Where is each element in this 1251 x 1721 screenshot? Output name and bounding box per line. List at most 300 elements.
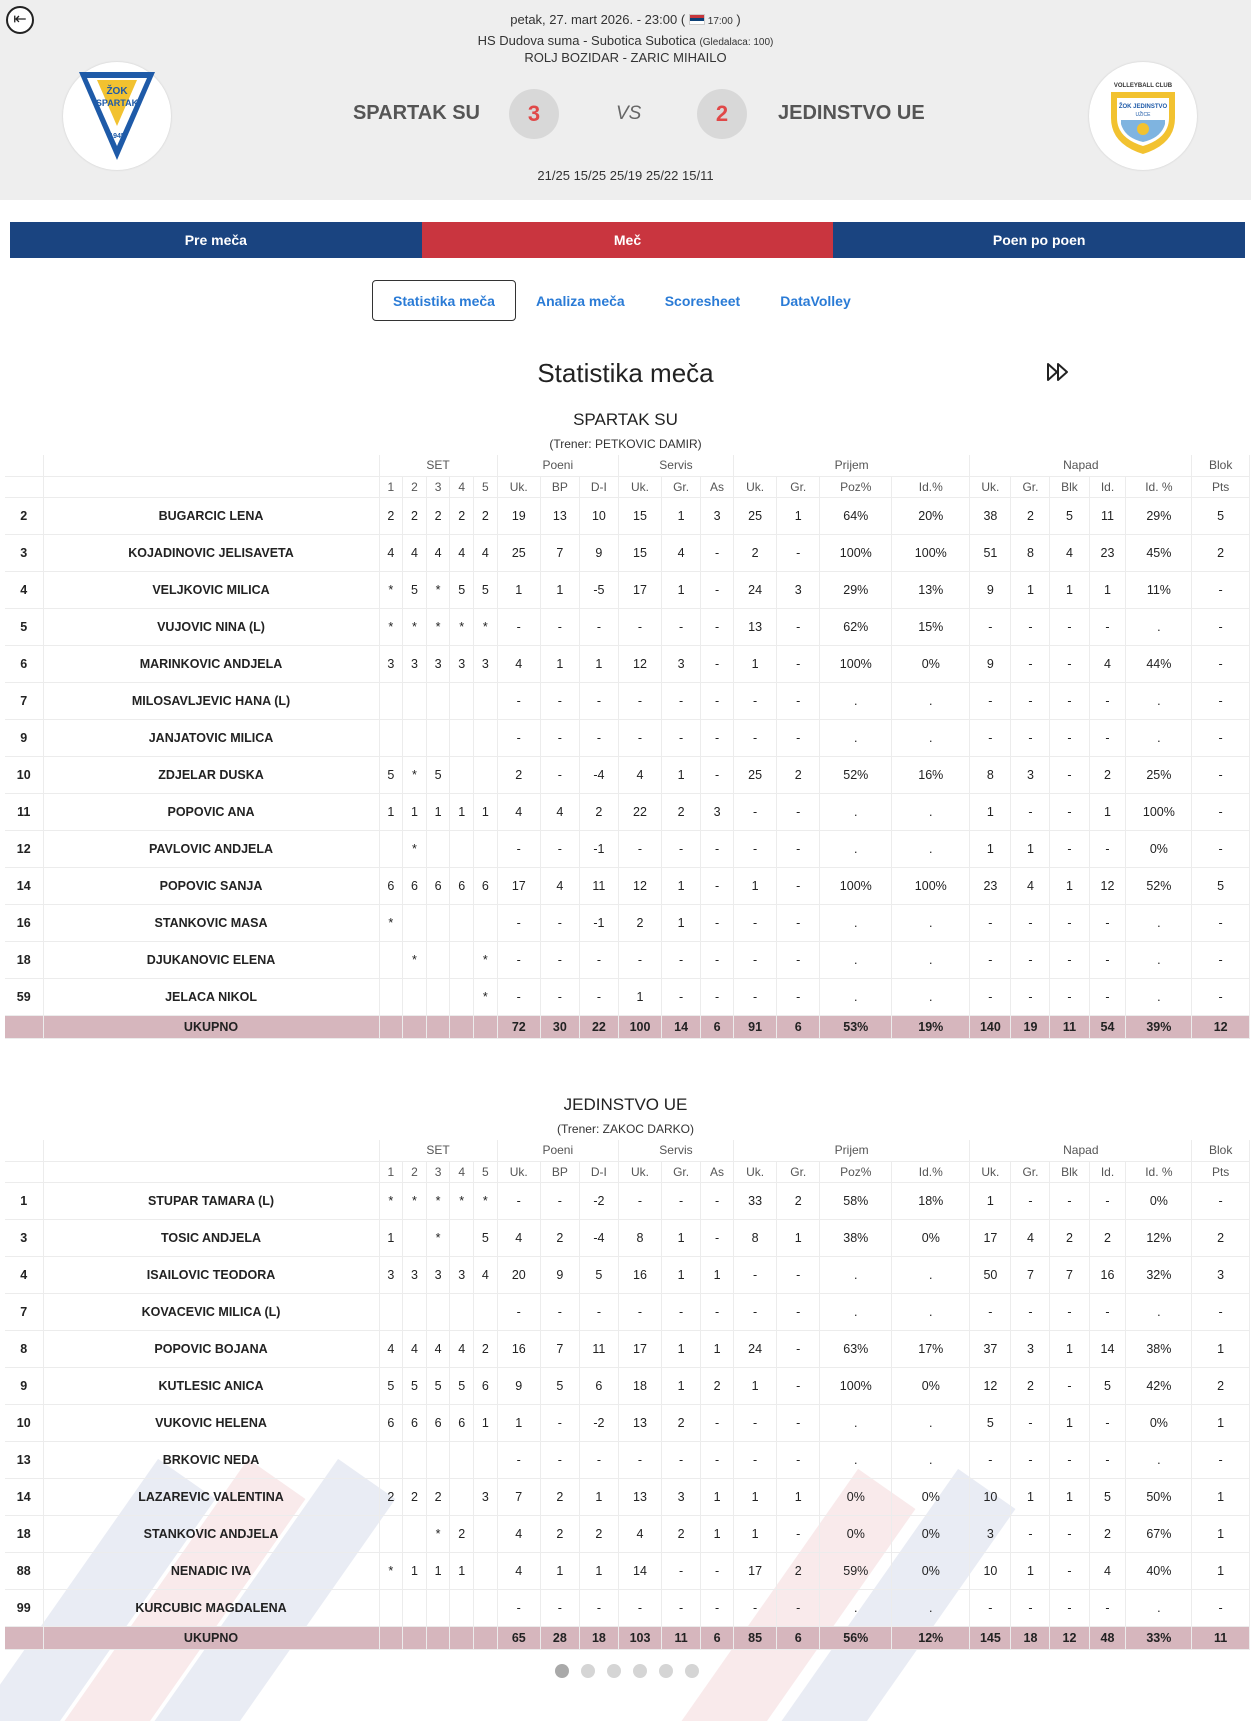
player-name[interactable]: DJUKANOVIC ELENA <box>43 941 379 978</box>
stat-cell: 0% <box>892 1515 970 1552</box>
subtab-datavolley[interactable]: DataVolley <box>780 292 851 309</box>
total-cell: 100 <box>618 1015 661 1038</box>
stat-cell: - <box>1011 941 1050 978</box>
stat-cell: 4 <box>379 1330 403 1367</box>
tab-point-by-point[interactable]: Poen po poen <box>833 222 1245 258</box>
stat-cell: . <box>820 1441 892 1478</box>
header-blank <box>43 1161 379 1182</box>
stat-cell: - <box>777 534 820 571</box>
stat-cell <box>474 756 498 793</box>
header-sub: As <box>701 1161 734 1182</box>
stat-cell: - <box>1011 1515 1050 1552</box>
stat-cell <box>403 1589 427 1626</box>
carousel-dot[interactable] <box>581 1664 595 1678</box>
player-row[interactable] <box>5 1589 1250 1626</box>
player-name[interactable]: STANKOVIC MASA <box>43 904 379 941</box>
total-blank <box>5 1626 43 1649</box>
stat-cell: - <box>734 1441 777 1478</box>
player-name[interactable]: STUPAR TAMARA (L) <box>43 1182 379 1219</box>
header-sub: Uk. <box>618 476 661 497</box>
stat-cell: 2 <box>540 1478 579 1515</box>
stat-cell: 0% <box>892 645 970 682</box>
stat-cell: - <box>579 1589 618 1626</box>
stat-cell: 1 <box>734 1478 777 1515</box>
stat-cell: 2 <box>403 497 427 534</box>
fast-forward-icon[interactable] <box>1046 362 1070 388</box>
header-sub: 1 <box>379 476 403 497</box>
total-cell: 39% <box>1126 1015 1192 1038</box>
header-sub: Pts <box>1192 476 1250 497</box>
player-name[interactable]: JELACA NIKOL <box>43 978 379 1015</box>
stat-cell: -1 <box>579 830 618 867</box>
player-row[interactable] <box>5 978 1250 1015</box>
stat-cell: 8 <box>734 1219 777 1256</box>
player-name[interactable]: BRKOVIC NEDA <box>43 1441 379 1478</box>
stat-cell: 5 <box>1089 1478 1126 1515</box>
player-name[interactable]: NENADIC IVA <box>43 1552 379 1589</box>
stat-cell: 3 <box>403 645 427 682</box>
player-number: 14 <box>5 1478 43 1515</box>
carousel-dot[interactable] <box>659 1664 673 1678</box>
stat-cell: - <box>1011 793 1050 830</box>
stat-cell: 7 <box>1011 1256 1050 1293</box>
stat-cell: . <box>892 830 970 867</box>
stat-cell <box>450 1293 474 1330</box>
total-cell: 91 <box>734 1015 777 1038</box>
stat-cell: - <box>777 1330 820 1367</box>
stat-cell: 1 <box>579 1552 618 1589</box>
stat-cell: 16% <box>892 756 970 793</box>
header-blank <box>43 1140 379 1161</box>
stat-cell: - <box>701 830 734 867</box>
player-row[interactable] <box>5 867 1250 904</box>
header-sub: 3 <box>426 1161 450 1182</box>
stat-cell: - <box>734 904 777 941</box>
player-name[interactable]: VUJOVIC NINA (L) <box>43 608 379 645</box>
total-cell: 53% <box>820 1015 892 1038</box>
player-row[interactable] <box>5 1367 1250 1404</box>
carousel-dot[interactable] <box>633 1664 647 1678</box>
stat-cell: 4 <box>540 793 579 830</box>
stat-cell: 1 <box>426 1552 450 1589</box>
home-team-logo[interactable] <box>63 62 171 170</box>
stat-cell: - <box>777 941 820 978</box>
stat-cell: 3 <box>426 1256 450 1293</box>
stat-cell: 2 <box>1089 1515 1126 1552</box>
player-number: 3 <box>5 1219 43 1256</box>
player-row[interactable] <box>5 1256 1250 1293</box>
player-row[interactable] <box>5 1404 1250 1441</box>
player-row[interactable] <box>5 719 1250 756</box>
stat-cell: 1 <box>1050 1330 1089 1367</box>
player-row[interactable] <box>5 682 1250 719</box>
header-sub: Uk. <box>618 1161 661 1182</box>
total-row <box>5 1626 1250 1649</box>
home-logo-text-1: ŽOK <box>106 86 128 97</box>
player-number: 16 <box>5 904 43 941</box>
stat-cell <box>474 904 498 941</box>
stat-cell: - <box>1192 682 1250 719</box>
stat-cell: 29% <box>1126 497 1192 534</box>
stat-cell <box>450 682 474 719</box>
stat-cell: - <box>497 830 540 867</box>
stat-cell: - <box>1089 904 1126 941</box>
stat-cell: - <box>1011 904 1050 941</box>
stat-cell: - <box>579 719 618 756</box>
player-number: 11 <box>5 793 43 830</box>
stat-cell: 2 <box>662 793 701 830</box>
player-number: 2 <box>5 497 43 534</box>
stat-cell: 12 <box>970 1367 1011 1404</box>
stat-cell: . <box>892 1589 970 1626</box>
stat-cell: . <box>892 941 970 978</box>
stat-cell <box>474 1293 498 1330</box>
total-cell: 12 <box>1050 1626 1089 1649</box>
stat-cell: 1 <box>540 1552 579 1589</box>
stat-cell: -2 <box>579 1404 618 1441</box>
away-logo-text-3: UŽICE <box>1135 112 1151 118</box>
stat-cell <box>450 1441 474 1478</box>
stat-cell <box>474 830 498 867</box>
total-cell: 11 <box>1192 1626 1250 1649</box>
stat-cell: - <box>540 608 579 645</box>
player-number: 18 <box>5 941 43 978</box>
stat-cell: - <box>1089 608 1126 645</box>
header-sub: Gr. <box>662 1161 701 1182</box>
header-group: Prijem <box>734 1140 970 1161</box>
stat-cell: 4 <box>426 1330 450 1367</box>
header-group-row <box>5 455 1250 476</box>
header-group: Poeni <box>497 455 618 476</box>
player-name[interactable]: PAVLOVIC ANDJELA <box>43 830 379 867</box>
player-row[interactable] <box>5 571 1250 608</box>
subtab-match-stats[interactable]: Statistika meča <box>372 280 516 321</box>
player-name[interactable]: KOJADINOVIC JELISAVETA <box>43 534 379 571</box>
carousel-dot[interactable] <box>555 1664 569 1678</box>
player-name[interactable]: KUTLESIC ANICA <box>43 1367 379 1404</box>
tab-pre-match[interactable]: Pre meča <box>10 222 422 258</box>
stat-cell: 25% <box>1126 756 1192 793</box>
match-date-line: petak, 27. mart 2026. - 23:00 ( 17:00 ) <box>510 12 741 27</box>
stat-cell: 25 <box>734 497 777 534</box>
stat-cell: 12 <box>1089 867 1126 904</box>
stat-cell: - <box>777 1293 820 1330</box>
stat-cell: - <box>777 608 820 645</box>
stat-cell: 16 <box>1089 1256 1126 1293</box>
carousel-dot[interactable] <box>685 1664 699 1678</box>
stat-cell: 1 <box>970 1182 1011 1219</box>
stat-cell: 1 <box>777 1219 820 1256</box>
stat-cell: - <box>540 1589 579 1626</box>
stat-cell: 12% <box>1126 1219 1192 1256</box>
player-name[interactable]: TOSIC ANDJELA <box>43 1219 379 1256</box>
stat-cell: * <box>403 830 427 867</box>
stat-cell: 50% <box>1126 1478 1192 1515</box>
stat-cell: 7 <box>540 1330 579 1367</box>
stat-cell: - <box>701 608 734 645</box>
header-sub: Gr. <box>662 476 701 497</box>
header-sub: Gr. <box>1011 476 1050 497</box>
player-row[interactable] <box>5 1552 1250 1589</box>
header-sub: Blk <box>1050 476 1089 497</box>
referees: ROLJ BOZIDAR - ZARIC MIHAILO <box>524 50 727 65</box>
stat-cell: - <box>777 1441 820 1478</box>
stat-cell <box>426 719 450 756</box>
total-cell: 85 <box>734 1626 777 1649</box>
stat-cell <box>426 682 450 719</box>
stat-cell: * <box>474 978 498 1015</box>
carousel-dot[interactable] <box>607 1664 621 1678</box>
stat-cell <box>450 830 474 867</box>
stat-cell: 40% <box>1126 1552 1192 1589</box>
stat-cell: 38% <box>1126 1330 1192 1367</box>
player-row[interactable] <box>5 756 1250 793</box>
stat-cell: 11 <box>579 867 618 904</box>
stat-cell: - <box>579 978 618 1015</box>
total-cell: 72 <box>497 1015 540 1038</box>
stat-cell <box>379 830 403 867</box>
header-sub: Blk <box>1050 1161 1089 1182</box>
total-cell: 140 <box>970 1015 1011 1038</box>
player-row[interactable] <box>5 534 1250 571</box>
total-row <box>5 1015 1250 1038</box>
stat-cell: - <box>777 867 820 904</box>
stat-cell: - <box>701 941 734 978</box>
player-row[interactable] <box>5 1478 1250 1515</box>
stat-cell: 2 <box>777 1182 820 1219</box>
stat-cell: - <box>618 608 661 645</box>
stat-cell: - <box>497 1589 540 1626</box>
stat-cell: 11 <box>579 1330 618 1367</box>
player-row[interactable] <box>5 1515 1250 1552</box>
stat-cell: 15% <box>892 608 970 645</box>
stat-cell: 4 <box>662 534 701 571</box>
stat-cell: - <box>970 978 1011 1015</box>
stat-cell: 3 <box>701 497 734 534</box>
player-name[interactable]: POPOVIC SANJA <box>43 867 379 904</box>
stat-cell: - <box>540 941 579 978</box>
total-cell <box>450 1015 474 1038</box>
stat-cell: 6 <box>450 867 474 904</box>
stat-cell: - <box>1011 682 1050 719</box>
stat-cell: 2 <box>1011 497 1050 534</box>
stat-cell: 3 <box>777 571 820 608</box>
total-cell: 6 <box>777 1015 820 1038</box>
stat-cell: - <box>734 1404 777 1441</box>
stat-cell: 45% <box>1126 534 1192 571</box>
subtab-scoresheet[interactable]: Scoresheet <box>664 292 741 309</box>
player-name[interactable]: LAZAREVIC VALENTINA <box>43 1478 379 1515</box>
stat-cell <box>474 1589 498 1626</box>
stat-cell: 23 <box>1089 534 1126 571</box>
stat-cell: - <box>497 1182 540 1219</box>
stat-cell: 5 <box>426 1367 450 1404</box>
stat-cell: * <box>379 1552 403 1589</box>
stat-cell <box>450 978 474 1015</box>
stat-cell: 11% <box>1126 571 1192 608</box>
stat-cell: 29% <box>820 571 892 608</box>
stat-cell: 0% <box>892 1219 970 1256</box>
stat-cell: 5 <box>450 1367 474 1404</box>
stat-cell: . <box>1126 904 1192 941</box>
player-row[interactable] <box>5 941 1250 978</box>
stat-cell: 13% <box>892 571 970 608</box>
stat-cell: - <box>734 682 777 719</box>
stat-cell: 0% <box>1126 1404 1192 1441</box>
player-name[interactable]: KURCUBIC MAGDALENA <box>43 1589 379 1626</box>
stat-cell: 63% <box>820 1330 892 1367</box>
away-score: 2 <box>697 89 747 139</box>
stat-cell: 58% <box>820 1182 892 1219</box>
stat-cell: - <box>540 1293 579 1330</box>
stat-cell: 2 <box>450 497 474 534</box>
stat-cell <box>426 830 450 867</box>
stat-cell: 3 <box>662 645 701 682</box>
stat-cell: - <box>540 830 579 867</box>
stat-cell <box>426 1441 450 1478</box>
stat-cell: * <box>426 1219 450 1256</box>
player-name[interactable]: JANJATOVIC MILICA <box>43 719 379 756</box>
player-name[interactable]: ISAILOVIC TEODORA <box>43 1256 379 1293</box>
stat-cell: 3 <box>970 1515 1011 1552</box>
stat-cell: 5 <box>379 756 403 793</box>
stat-cell: . <box>820 793 892 830</box>
player-name[interactable]: VELJKOVIC MILICA <box>43 571 379 608</box>
header-blank <box>5 455 43 476</box>
stat-cell: * <box>403 608 427 645</box>
stat-cell: 1 <box>1011 1478 1050 1515</box>
stat-cell: - <box>970 1441 1011 1478</box>
stat-cell: - <box>497 1441 540 1478</box>
stat-cell: 1 <box>662 571 701 608</box>
stat-cell: - <box>662 1441 701 1478</box>
header-sub: Poz% <box>820 476 892 497</box>
player-name[interactable]: STANKOVIC ANDJELA <box>43 1515 379 1552</box>
stat-cell: 100% <box>820 534 892 571</box>
stat-cell: 3 <box>450 1256 474 1293</box>
total-cell: 56% <box>820 1626 892 1649</box>
stat-cell: 0% <box>892 1552 970 1589</box>
player-name[interactable]: ZDJELAR DUSKA <box>43 756 379 793</box>
stat-cell: 1 <box>662 1367 701 1404</box>
stat-cell: * <box>426 571 450 608</box>
player-number: 5 <box>5 608 43 645</box>
player-row[interactable] <box>5 1330 1250 1367</box>
stat-cell: 62% <box>820 608 892 645</box>
player-row[interactable] <box>5 645 1250 682</box>
player-name[interactable]: BUGARCIC LENA <box>43 497 379 534</box>
stat-cell: 32% <box>1126 1256 1192 1293</box>
stat-cell: - <box>1011 1441 1050 1478</box>
player-name[interactable]: KOVACEVIC MILICA (L) <box>43 1293 379 1330</box>
stat-cell: 9 <box>579 534 618 571</box>
stat-cell: - <box>579 1441 618 1478</box>
player-name[interactable]: POPOVIC BOJANA <box>43 1330 379 1367</box>
away-team-logo[interactable] <box>1089 62 1197 170</box>
stat-cell: 2 <box>701 1367 734 1404</box>
stat-cell: 9 <box>970 571 1011 608</box>
stat-cell: 2 <box>579 793 618 830</box>
stat-cell: 2 <box>579 1515 618 1552</box>
player-row[interactable] <box>5 608 1250 645</box>
stat-cell: 1 <box>662 497 701 534</box>
stat-cell: 4 <box>1089 1552 1126 1589</box>
stat-cell: - <box>1192 904 1250 941</box>
serbia-flag-icon <box>689 14 705 25</box>
stat-cell: 1 <box>1050 867 1089 904</box>
player-row[interactable] <box>5 1182 1250 1219</box>
stat-cell <box>379 682 403 719</box>
home-team-name[interactable]: SPARTAK SU <box>352 102 480 124</box>
player-number: 4 <box>5 1256 43 1293</box>
stat-cell: 1 <box>970 793 1011 830</box>
stat-cell: - <box>701 1293 734 1330</box>
stat-cell: 2 <box>1089 756 1126 793</box>
venue-line <box>0 33 1251 48</box>
stat-cell: 3 <box>403 1256 427 1293</box>
stat-cell <box>474 1441 498 1478</box>
stat-cell: 0% <box>892 1478 970 1515</box>
away-team-name[interactable]: JEDINSTVO UE <box>778 102 925 124</box>
stat-cell <box>403 1441 427 1478</box>
stat-cell: - <box>1050 793 1089 830</box>
stat-cell: - <box>970 1589 1011 1626</box>
stat-cell <box>379 978 403 1015</box>
stat-cell: 7 <box>1050 1256 1089 1293</box>
player-row[interactable] <box>5 497 1250 534</box>
player-name[interactable]: MARINKOVIC ANDJELA <box>43 645 379 682</box>
player-name[interactable]: POPOVIC ANA <box>43 793 379 830</box>
stat-cell: 3 <box>426 645 450 682</box>
stat-cell: * <box>426 1182 450 1219</box>
stat-cell: 3 <box>1192 1256 1250 1293</box>
player-row[interactable] <box>5 830 1250 867</box>
player-name[interactable]: MILOSAVLJEVIC HANA (L) <box>43 682 379 719</box>
stat-cell: 42% <box>1126 1367 1192 1404</box>
stat-cell: 2 <box>497 756 540 793</box>
back-icon[interactable]: ⇤ <box>6 6 34 34</box>
player-number: 88 <box>5 1552 43 1589</box>
player-row[interactable] <box>5 1219 1250 1256</box>
stat-cell: -2 <box>579 1182 618 1219</box>
stat-cell: 1 <box>1192 1330 1250 1367</box>
header-group: Napad <box>970 1140 1192 1161</box>
stat-cell: - <box>1050 830 1089 867</box>
stat-cell: - <box>618 830 661 867</box>
venue: HS Dudova suma - Subotica Subotica <box>477 33 696 48</box>
tab-match[interactable]: Meč <box>422 222 834 258</box>
stat-cell: * <box>379 904 403 941</box>
stat-cell: - <box>734 1256 777 1293</box>
player-name[interactable]: VUKOVIC HELENA <box>43 1404 379 1441</box>
stat-cell: * <box>474 941 498 978</box>
stat-cell: 13 <box>540 497 579 534</box>
stat-cell <box>426 1589 450 1626</box>
stat-cell: 6 <box>579 1367 618 1404</box>
subtab-match-analysis[interactable]: Analiza meča <box>536 292 625 309</box>
player-number: 3 <box>5 534 43 571</box>
player-row[interactable] <box>5 1441 1250 1478</box>
player-row[interactable] <box>5 904 1250 941</box>
stat-cell: 4 <box>426 534 450 571</box>
stat-cell: 4 <box>497 793 540 830</box>
stat-cell <box>403 719 427 756</box>
stat-cell: 1 <box>701 1478 734 1515</box>
player-row[interactable] <box>5 1293 1250 1330</box>
stat-cell: 1 <box>1050 1478 1089 1515</box>
player-row[interactable] <box>5 793 1250 830</box>
player-number: 7 <box>5 682 43 719</box>
